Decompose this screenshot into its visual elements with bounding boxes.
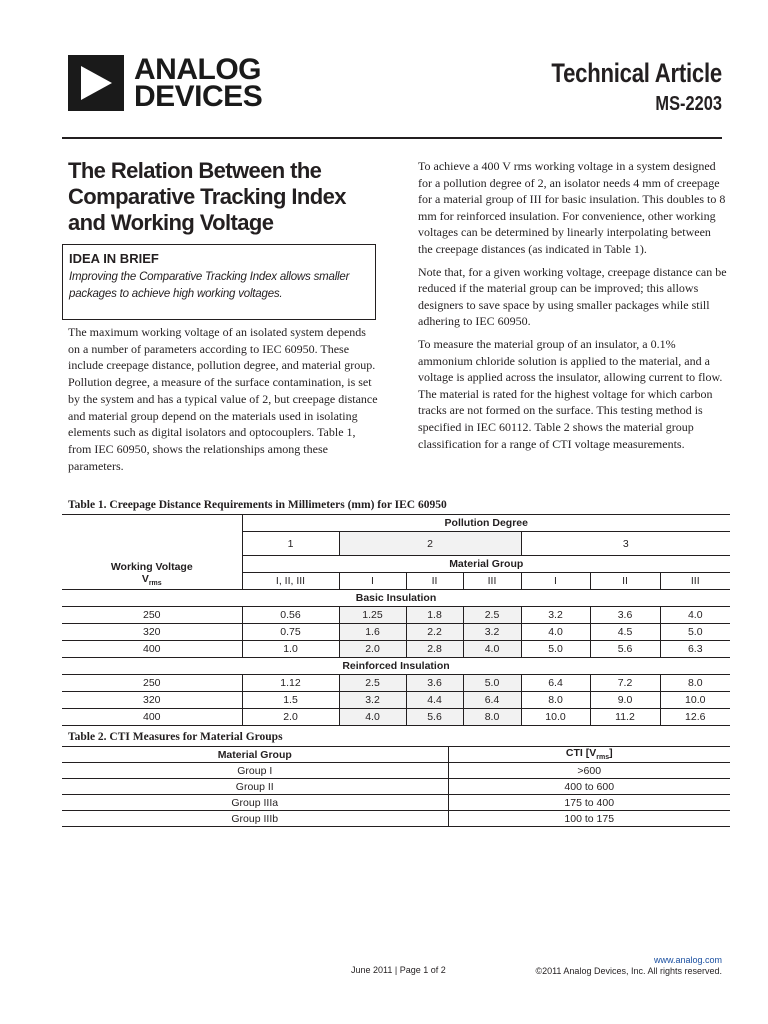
- cell: 10.0: [660, 692, 730, 709]
- cell: 2.0: [339, 641, 406, 658]
- cti-label-end: ]: [609, 747, 613, 760]
- table1-caption: Table 1. Creepage Distance Requirements in Millimeters (mm) for IEC 60950: [68, 499, 447, 511]
- paragraph: Note that, for a given working voltage, creepage distance can be reduced if the material group can be improved; this allows designers to save space by using smaller packages while still adhering to IEC 60950.: [418, 264, 727, 329]
- cell: 4.0: [660, 607, 730, 624]
- pollution-degree-header: Pollution Degree: [242, 515, 730, 532]
- cell: 1.25: [339, 607, 406, 624]
- cell: 1.5: [242, 692, 339, 709]
- cell: 1.8: [406, 607, 463, 624]
- cti-table: [62, 746, 730, 827]
- working-voltage-header: [62, 515, 242, 590]
- table-row: [62, 811, 730, 827]
- material-group-header: Material Group: [242, 556, 730, 573]
- page-info: June 2011 | Page 1 of 2: [351, 965, 446, 975]
- cell: 6.4: [463, 692, 521, 709]
- vrms-label: V: [141, 572, 149, 585]
- company-logo: [68, 55, 262, 111]
- table-row: [62, 763, 730, 779]
- article-title: The Relation Between the Comparative Tracking Index and Working Voltage: [68, 158, 346, 235]
- section-reinforced-insulation: Reinforced Insulation: [62, 658, 730, 675]
- table2-caption: Table 2. CTI Measures for Material Groups: [68, 731, 283, 743]
- cell: 1.12: [242, 675, 339, 692]
- cell: 320: [62, 692, 242, 709]
- header-divider: [62, 137, 722, 139]
- cell: 2.2: [406, 624, 463, 641]
- material-group-col-header: Material Group: [62, 747, 448, 763]
- cell: 2.5: [463, 607, 521, 624]
- idea-in-brief-box: [62, 244, 376, 320]
- mg-col: II: [406, 573, 463, 590]
- cell: 4.0: [521, 624, 590, 641]
- mg-col: I: [521, 573, 590, 590]
- cell: 2.0: [242, 709, 339, 726]
- cell: 4.4: [406, 692, 463, 709]
- table-row: [62, 795, 730, 811]
- working-voltage-label: Working Voltage: [110, 560, 193, 573]
- cell: 6.3: [660, 641, 730, 658]
- cell: 0.56: [242, 607, 339, 624]
- cell: 175 to 400: [448, 795, 730, 811]
- cell: >600: [448, 763, 730, 779]
- cti-label: CTI [V: [565, 747, 597, 760]
- cell: 5.0: [463, 675, 521, 692]
- cell: 8.0: [521, 692, 590, 709]
- cell: 400: [62, 709, 242, 726]
- cell: 3.6: [406, 675, 463, 692]
- table-row: [62, 641, 730, 658]
- paragraph: To achieve a 400 V rms working voltage in a system designed for a pollution degree of 2, an isolator needs 4 mm of creepage for a material group of III for basic insulation. This doubles to 8 mm for reinforced insulation. For convenience, other working voltages can be determined by linearly interpolating between the creepage distances (as indicated in Table 1).: [418, 159, 726, 256]
- mg-col: II: [590, 573, 660, 590]
- mg-col: III: [463, 573, 521, 590]
- pollution-degree-2: 2: [339, 532, 521, 556]
- creepage-table: [62, 514, 730, 726]
- idea-in-brief-heading: IDEA IN BRIEF: [69, 251, 159, 266]
- cell: 8.0: [463, 709, 521, 726]
- table-row: [62, 624, 730, 641]
- mg-col: I, II, III: [242, 573, 339, 590]
- cell: 12.6: [660, 709, 730, 726]
- cell: 5.6: [406, 709, 463, 726]
- doc-type: Technical Article: [551, 58, 722, 88]
- table-row: [62, 607, 730, 624]
- table-row: [62, 709, 730, 726]
- table-row: [62, 779, 730, 795]
- cti-subscript: rms: [596, 754, 610, 762]
- cell: 400: [62, 641, 242, 658]
- mg-col: I: [339, 573, 406, 590]
- table-row: [62, 692, 730, 709]
- cti-col-header: [448, 747, 730, 763]
- left-column-text: [68, 324, 380, 474]
- cell: 250: [62, 675, 242, 692]
- cell: 3.6: [590, 607, 660, 624]
- cell: 9.0: [590, 692, 660, 709]
- pollution-degree-3: 3: [521, 532, 730, 556]
- table-row: [62, 675, 730, 692]
- cell: 0.75: [242, 624, 339, 641]
- copyright: ©2011 Analog Devices, Inc. All rights reserved.: [535, 966, 722, 976]
- cell: 5.0: [521, 641, 590, 658]
- cell: 3.2: [463, 624, 521, 641]
- doc-number: MS-2203: [655, 93, 722, 115]
- cell: 1.0: [242, 641, 339, 658]
- paragraph: To measure the material group of an insulator, a 0.1% ammonium chloride solution is applied to the material, and a voltage is applied across the insulator, allowing current to flow. The material is rated for the highest voltage for which carbon tracks are not formed on the surface. This testing method is specified in IEC 60112. Table 2 shows the material group classification for a range of CTI voltage measurements.: [418, 336, 723, 451]
- cell: 100 to 175: [448, 811, 730, 827]
- cell: 6.4: [521, 675, 590, 692]
- logo-line-2: DEVICES: [134, 80, 263, 113]
- section-basic-insulation: Basic Insulation: [62, 590, 730, 607]
- cell: 5.0: [660, 624, 730, 641]
- cell: 1.6: [339, 624, 406, 641]
- cell: Group IIIb: [62, 811, 448, 827]
- cell: 4.5: [590, 624, 660, 641]
- cell: 2.8: [406, 641, 463, 658]
- vrms-subscript: rms: [148, 580, 162, 587]
- cell: 320: [62, 624, 242, 641]
- cell: 5.6: [590, 641, 660, 658]
- mg-col: III: [660, 573, 730, 590]
- website-link[interactable]: www.analog.com: [653, 955, 722, 965]
- cell: Group IIIa: [62, 795, 448, 811]
- cell: 3.2: [521, 607, 590, 624]
- cell: 7.2: [590, 675, 660, 692]
- cell: 400 to 600: [448, 779, 730, 795]
- idea-in-brief-text: Improving the Comparative Tracking Index allows smaller packages to achieve high working voltages.: [69, 271, 350, 300]
- cell: Group II: [62, 779, 448, 795]
- paragraph: The maximum working voltage of an isolated system depends on a number of parameters according to IEC 60950. These include creepage distance, pollution degree, and material group. Pollution degree, a measure of the surface contamination, is set by the system and has a typical value of 2, but creepage distance and material group depend on the materials used in isolating elements such as digital isolators and optocouplers. Table 1, from IEC 60950, shows the relationships among these parameters.: [68, 325, 378, 473]
- cell: 4.0: [463, 641, 521, 658]
- cell: Group I: [62, 763, 448, 779]
- logo-line-1: ANALOG: [134, 53, 261, 86]
- pollution-degree-1: 1: [242, 532, 339, 556]
- cell: 2.5: [339, 675, 406, 692]
- cell: 11.2: [590, 709, 660, 726]
- cell: 8.0: [660, 675, 730, 692]
- cell: 10.0: [521, 709, 590, 726]
- cell: 4.0: [339, 709, 406, 726]
- cell: 250: [62, 607, 242, 624]
- logo-triangle-icon: [68, 55, 124, 111]
- cell: 3.2: [339, 692, 406, 709]
- right-column-text: [418, 158, 728, 458]
